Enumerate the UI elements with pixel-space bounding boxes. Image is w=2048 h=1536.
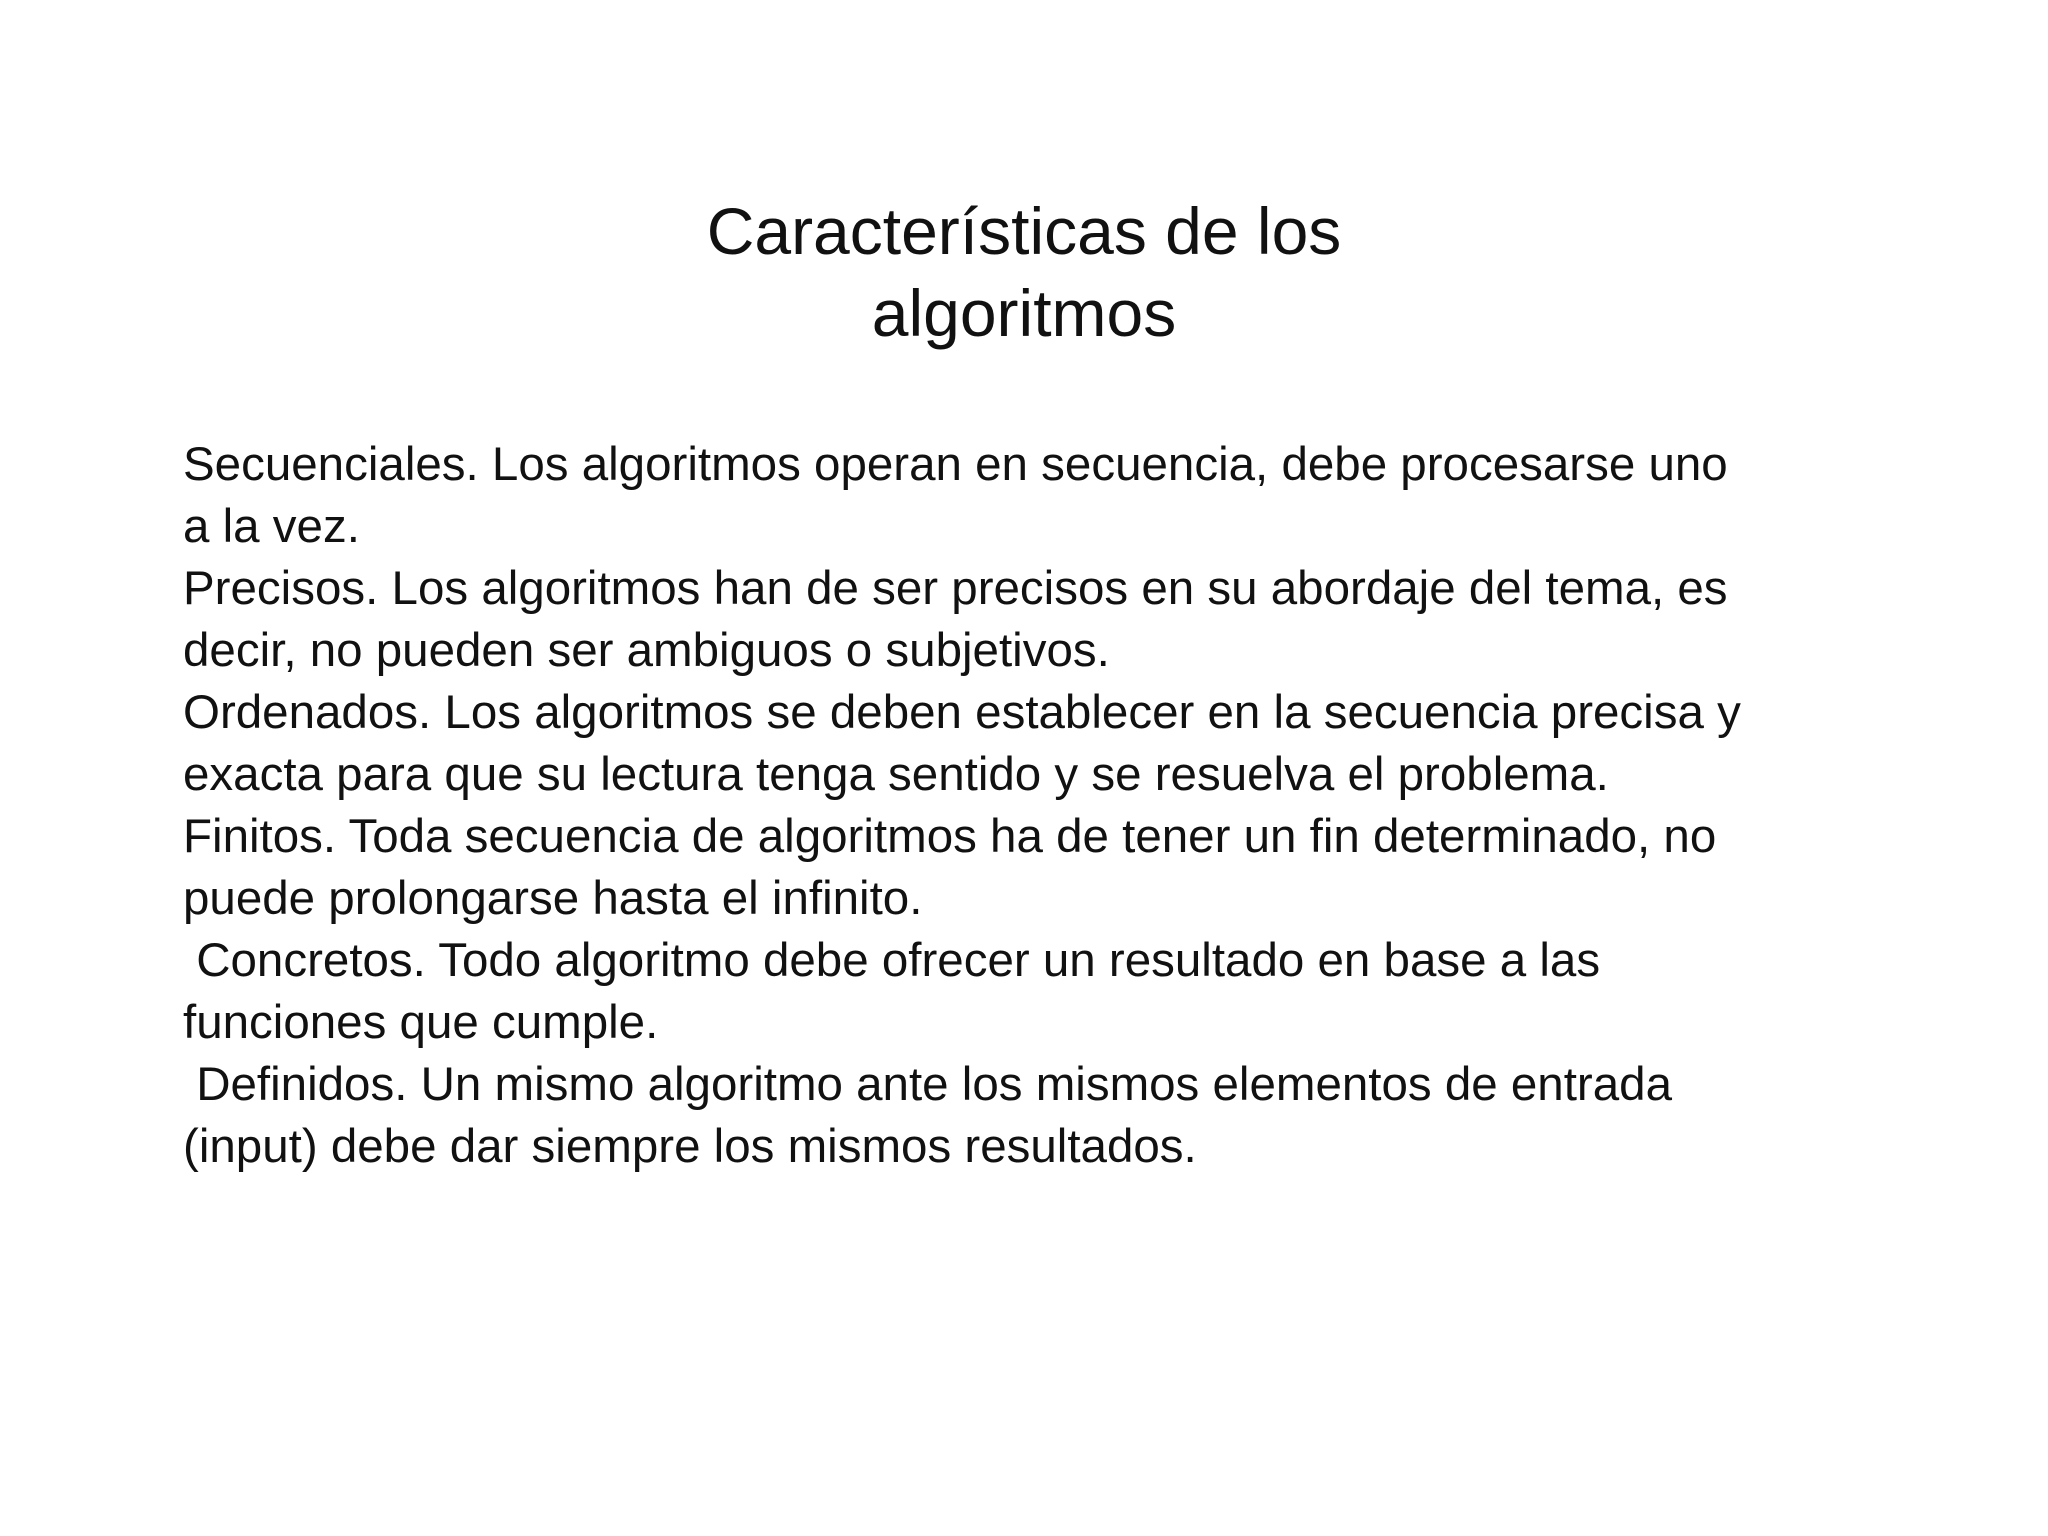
- body-line: Concretos. Todo algoritmo debe ofrecer un resultado en base a las: [183, 934, 1601, 987]
- slide-title: [0, 190, 2048, 354]
- body-line: funciones que cumple.: [183, 996, 659, 1049]
- body-line: exacta para que su lectura tenga sentido y se resuelva el problema.: [183, 748, 1609, 801]
- body-line: Ordenados. Los algoritmos se deben establecer en la secuencia precisa y: [183, 686, 1741, 739]
- body-line: a la vez.: [183, 500, 360, 553]
- body-line: Finitos. Toda secuencia de algoritmos ha de tener un fin determinado, no: [183, 810, 1717, 863]
- slide-title-line-2: algoritmos: [871, 276, 1177, 350]
- body-line: (input) debe dar siempre los mismos resultados.: [183, 1120, 1197, 1173]
- body-line: Secuenciales. Los algoritmos operan en secuencia, debe procesarse uno: [183, 438, 1728, 491]
- slide-body: [183, 434, 1903, 1178]
- body-line: Definidos. Un mismo algoritmo ante los mismos elementos de entrada: [183, 1058, 1672, 1111]
- slide-title-line-1: Características de los: [706, 194, 1342, 268]
- body-line: Precisos. Los algoritmos han de ser precisos en su abordaje del tema, es: [183, 562, 1728, 615]
- body-line: decir, no pueden ser ambiguos o subjetivos.: [183, 624, 1110, 677]
- body-line: puede prolongarse hasta el infinito.: [183, 872, 923, 925]
